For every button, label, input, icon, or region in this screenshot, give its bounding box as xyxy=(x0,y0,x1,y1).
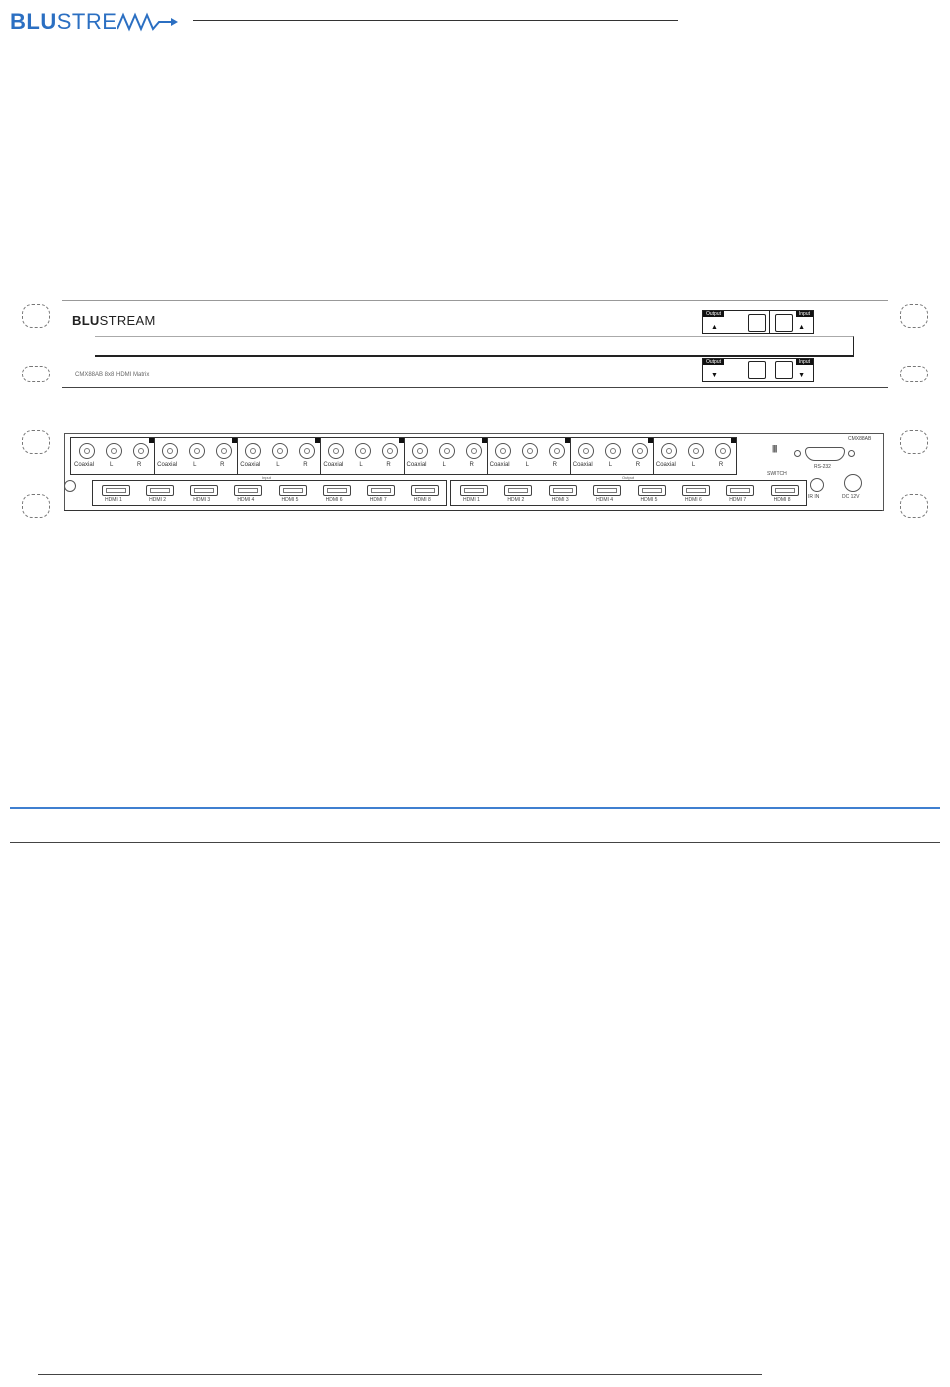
audio-jack-label: L xyxy=(110,462,114,468)
hdmi-port xyxy=(549,485,577,496)
hdmi-port-label: HDMI 1 xyxy=(463,497,480,503)
hdmi-port-label: HDMI 5 xyxy=(281,497,299,503)
input-group-label: Input xyxy=(262,475,271,480)
rack-ear-hole xyxy=(22,366,50,382)
front-panel-logo xyxy=(72,313,156,328)
input-down-label: Input xyxy=(796,359,813,365)
audio-jack-label: R xyxy=(635,462,641,468)
rca-jack xyxy=(578,443,594,459)
hdmi-port xyxy=(190,485,218,496)
footer-blue-rule xyxy=(10,807,940,809)
hdmi-port-label: HDMI 6 xyxy=(325,497,343,503)
front-panel-drawing xyxy=(22,300,928,390)
rack-ear-hole xyxy=(900,366,928,382)
ir-in-label: IR IN xyxy=(808,494,820,500)
rca-jack xyxy=(328,443,344,459)
audio-jack-label: Coaxial xyxy=(655,462,676,468)
rear-panel-drawing xyxy=(22,428,928,514)
rca-jack xyxy=(605,443,621,459)
audio-output-block xyxy=(653,438,737,474)
ground-terminal xyxy=(64,480,76,492)
rca-jack xyxy=(495,443,511,459)
power-port xyxy=(844,474,862,492)
hdmi-port-label: HDMI 7 xyxy=(369,497,387,503)
output-down-arrow-icon: ▼ xyxy=(711,372,718,379)
output-up-button xyxy=(748,314,766,332)
hdmi-port-label: HDMI 8 xyxy=(773,497,791,503)
rear-model-label: CMX88AB xyxy=(848,436,872,442)
rca-jack xyxy=(162,443,178,459)
audio-output-block xyxy=(237,438,321,474)
hdmi-port-label: HDMI 2 xyxy=(149,497,167,503)
audio-output-block xyxy=(404,438,488,474)
button-divider xyxy=(769,310,770,334)
hdmi-port xyxy=(460,485,488,496)
audio-jack-label: L xyxy=(276,462,280,468)
rear-panel-base-line xyxy=(64,510,882,511)
audio-output-block xyxy=(320,438,404,474)
blustream-logo xyxy=(10,8,179,36)
rca-jack xyxy=(216,443,232,459)
hdmi-port-label: HDMI 6 xyxy=(684,497,702,503)
rca-jack xyxy=(715,443,731,459)
rca-jack xyxy=(245,443,261,459)
output-up-arrow-icon: ▲ xyxy=(711,324,718,331)
audio-jack-label: R xyxy=(386,462,391,468)
hdmi-port xyxy=(771,485,799,496)
audio-block-marker xyxy=(731,438,736,443)
rca-jack xyxy=(412,443,428,459)
hdmi-port-label: HDMI 4 xyxy=(596,497,614,503)
hdmi-port-label: HDMI 3 xyxy=(551,497,569,503)
rs232-port xyxy=(805,447,845,461)
audio-jack-label: R xyxy=(469,462,474,468)
hdmi-port-label: HDMI 7 xyxy=(729,497,747,503)
rca-jack xyxy=(439,443,455,459)
switch-label: SWITCH xyxy=(767,471,787,477)
audio-output-block xyxy=(570,438,654,474)
audio-jack-label: L xyxy=(525,462,529,468)
audio-jack-label: Coaxial xyxy=(323,462,344,468)
hdmi-port xyxy=(682,485,710,496)
rack-ear-hole xyxy=(900,304,928,328)
audio-jack-label: Coaxial xyxy=(489,462,510,468)
audio-jack-label: R xyxy=(137,462,142,468)
hdmi-port xyxy=(234,485,262,496)
output-down-button xyxy=(748,361,766,379)
audio-jack-label: L xyxy=(359,462,363,468)
audio-output-block xyxy=(154,438,238,474)
input-up-button xyxy=(775,314,793,332)
hdmi-port-label: HDMI 4 xyxy=(237,497,255,503)
rca-jack xyxy=(522,443,538,459)
rca-jack xyxy=(79,443,95,459)
rca-jack xyxy=(688,443,704,459)
rca-jack xyxy=(632,443,648,459)
audio-jack-label: L xyxy=(608,462,613,468)
hdmi-port xyxy=(504,485,532,496)
screw-icon xyxy=(794,450,801,457)
audio-jack-label: Coaxial xyxy=(240,462,261,468)
footer-grey-rule xyxy=(10,842,940,843)
front-logo-bold: BLU xyxy=(72,313,100,328)
rca-jack xyxy=(466,443,482,459)
power-label: DC 12V xyxy=(842,494,860,500)
hdmi-port xyxy=(323,485,351,496)
input-up-label: Input xyxy=(796,311,813,317)
rca-jack xyxy=(106,443,122,459)
hdmi-port xyxy=(411,485,439,496)
front-panel-slot xyxy=(95,336,854,357)
rca-jack xyxy=(355,443,371,459)
hdmi-port xyxy=(726,485,754,496)
input-up-arrow-icon: ▲ xyxy=(798,324,805,331)
audio-jack-label: Coaxial xyxy=(406,462,427,468)
rca-jack xyxy=(661,443,677,459)
hdmi-port-label: HDMI 8 xyxy=(413,497,431,503)
audio-jack-label: R xyxy=(220,462,225,468)
rack-ear-hole xyxy=(22,304,50,328)
hdmi-port-label: HDMI 1 xyxy=(105,497,122,503)
hdmi-port xyxy=(279,485,307,496)
audio-jack-label: R xyxy=(552,462,557,468)
screw-icon xyxy=(848,450,855,457)
audio-jack-label: R xyxy=(303,462,308,468)
output-up-label: Output xyxy=(703,311,724,317)
output-group-label: Output xyxy=(622,475,635,480)
rack-ear-hole xyxy=(22,430,50,454)
hdmi-port xyxy=(146,485,174,496)
switch-icon: |||| xyxy=(772,444,777,453)
rs232-label: RS-232 xyxy=(814,464,831,470)
input-down-button xyxy=(775,361,793,379)
rca-jack xyxy=(272,443,288,459)
rca-jack xyxy=(549,443,565,459)
front-panel-model-caption: CMX88AB 8x8 HDMI Matrix xyxy=(75,372,150,378)
audio-output-block xyxy=(487,438,571,474)
rca-jack xyxy=(382,443,398,459)
audio-jack-label: L xyxy=(193,462,197,468)
audio-jack-label: Coaxial xyxy=(157,462,178,468)
logo-text-bold: BLU xyxy=(10,9,57,34)
front-logo-light: STREAM xyxy=(99,313,156,328)
output-down-label: Output xyxy=(703,359,724,365)
logo-wave-icon xyxy=(117,11,179,33)
audio-jack-label: Coaxial xyxy=(74,462,95,468)
hdmi-input-group xyxy=(92,480,447,506)
rack-ear-hole xyxy=(900,430,928,454)
hdmi-port xyxy=(367,485,395,496)
rca-jack xyxy=(189,443,205,459)
audio-jack-label: R xyxy=(718,462,724,468)
hdmi-output-group xyxy=(450,480,807,506)
logo-text-light-visible: STRE xyxy=(56,9,118,34)
rack-ear-hole xyxy=(22,494,50,518)
header-rule xyxy=(193,20,678,21)
hdmi-port-label: HDMI 3 xyxy=(193,497,211,503)
hdmi-port xyxy=(102,485,130,496)
hdmi-port xyxy=(593,485,621,496)
rca-jack xyxy=(133,443,149,459)
audio-output-block xyxy=(71,438,155,474)
rack-ear-hole xyxy=(900,494,928,518)
ir-in-port xyxy=(810,478,824,492)
hdmi-port-label: HDMI 2 xyxy=(507,497,525,503)
audio-jack-label: Coaxial xyxy=(572,462,593,468)
input-down-arrow-icon: ▼ xyxy=(798,372,805,379)
hdmi-port xyxy=(638,485,666,496)
rca-jack xyxy=(299,443,315,459)
audio-output-strip xyxy=(70,437,737,475)
hdmi-port-label: HDMI 5 xyxy=(640,497,658,503)
audio-jack-label: L xyxy=(691,462,696,468)
audio-jack-label: L xyxy=(442,462,446,468)
page-bottom-rule xyxy=(38,1374,762,1375)
